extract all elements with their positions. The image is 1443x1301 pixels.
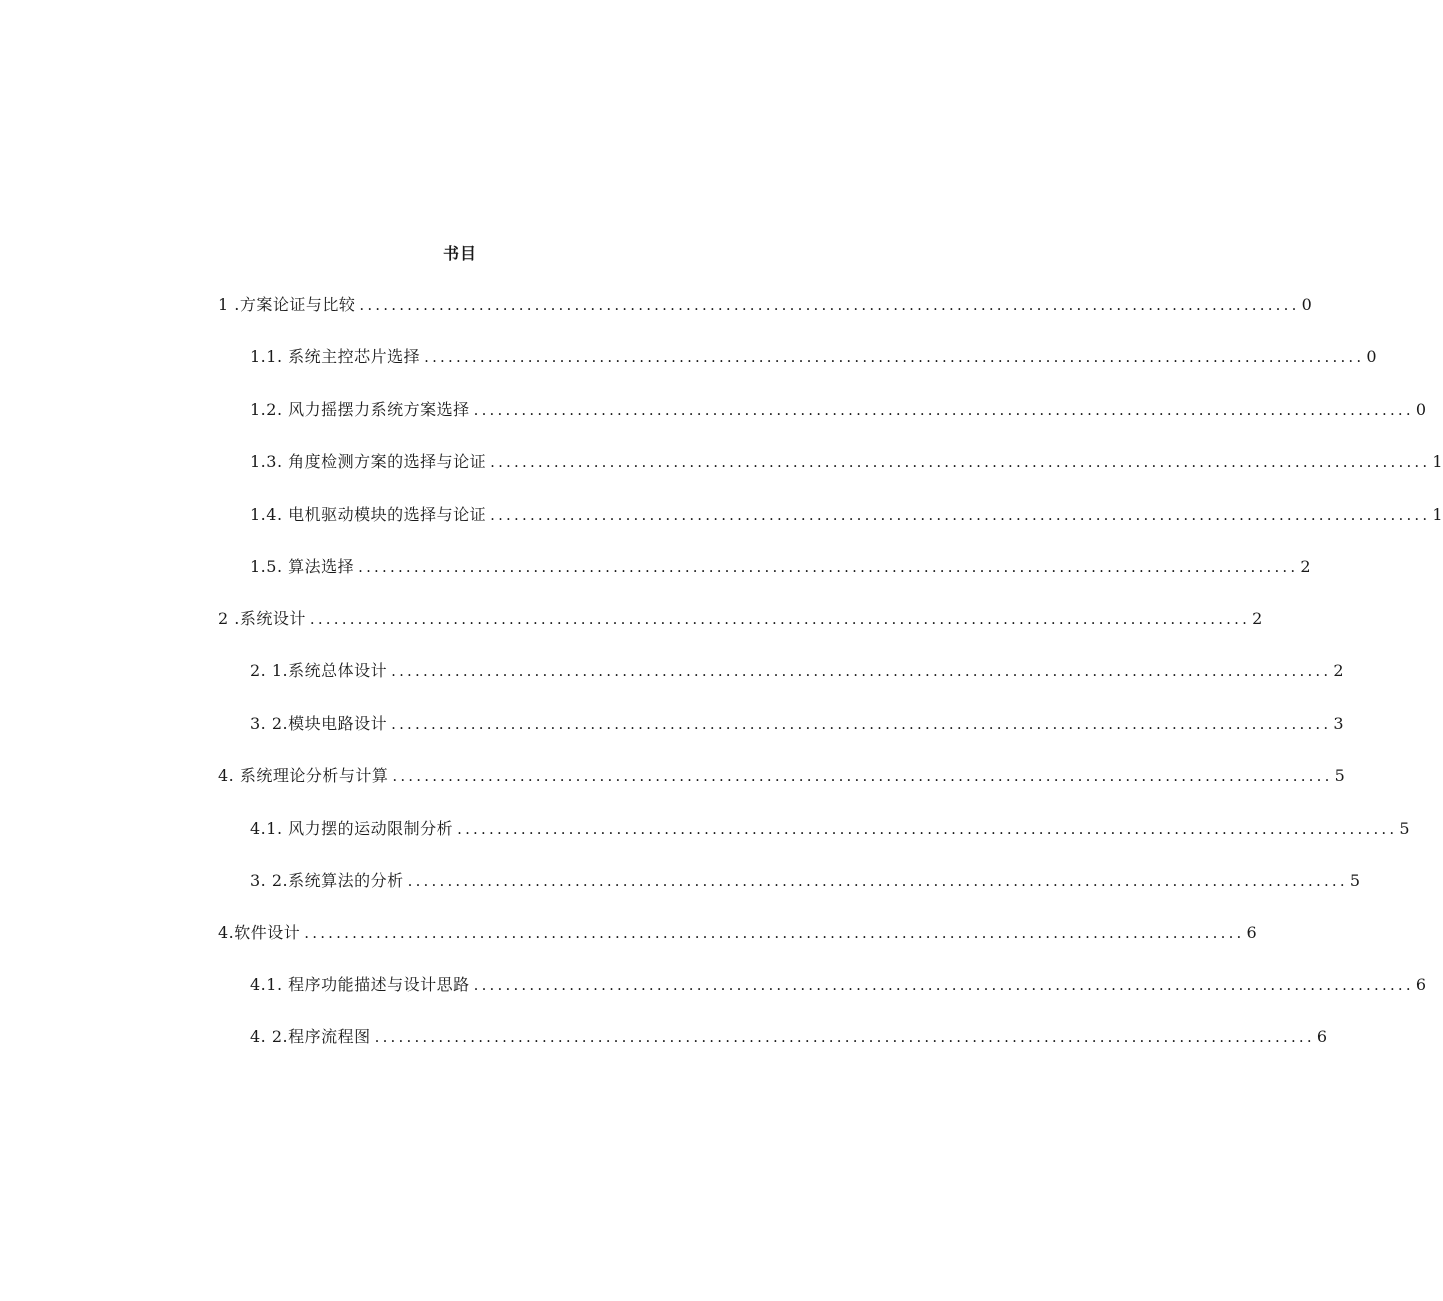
toc-entry-label: 4.1. 程序功能描述与设计思路 xyxy=(250,975,470,994)
toc-entry xyxy=(250,554,1311,580)
toc-entry xyxy=(218,606,1263,632)
toc-entry xyxy=(250,816,1410,842)
toc-entry-page: 6 xyxy=(1316,1027,1328,1046)
toc-entry-page: 2 xyxy=(1300,557,1311,576)
toc-entry xyxy=(250,658,1344,684)
toc-entry-label: 4.1. 风力摆的运动限制分析 xyxy=(250,819,454,838)
toc-entry xyxy=(250,344,1377,370)
toc-entry-label: 2. 1.系统总体设计 xyxy=(250,661,388,680)
toc-entry-page: 0 xyxy=(1366,347,1377,366)
toc-entry-label: 4. 2.程序流程图 xyxy=(250,1027,371,1046)
toc-entry-label: 2 .系统设计 xyxy=(218,609,306,628)
toc-entry-label: 1.2. 风力摇摆力系统方案选择 xyxy=(250,400,470,419)
dot-leader: ...................................................................................................................... xyxy=(490,453,1431,471)
toc-entry xyxy=(250,972,1427,998)
dot-leader: ...................................................................................................................... xyxy=(391,662,1332,680)
toc-entry-page: 5 xyxy=(1334,766,1345,785)
dot-leader: ...................................................................................................................... xyxy=(490,506,1431,524)
dot-leader: ...................................................................................................................... xyxy=(374,1028,1315,1046)
toc-entry xyxy=(218,763,1345,789)
dot-leader: ...................................................................................................................... xyxy=(473,401,1414,419)
toc-entry-label: 4. 系统理论分析与计算 xyxy=(218,766,389,785)
toc-entry xyxy=(250,449,1443,475)
toc-entry-label: 4.软件设计 xyxy=(218,923,301,942)
toc-entry-page: 2 xyxy=(1333,661,1344,680)
dot-leader: ...................................................................................................................... xyxy=(358,558,1299,576)
dot-leader: ...................................................................................................................... xyxy=(359,296,1300,314)
toc-entry-page: 2 xyxy=(1252,609,1263,628)
toc-entry-label: 1 .方案论证与比较 xyxy=(218,295,356,314)
toc-entry xyxy=(218,920,1257,946)
dot-leader: ...................................................................................................................... xyxy=(407,872,1348,890)
dot-leader: ...................................................................................................................... xyxy=(392,767,1333,785)
dot-leader: ...................................................................................................................... xyxy=(424,348,1365,366)
toc-entry-page: 1 xyxy=(1432,505,1443,524)
dot-leader: ...................................................................................................................... xyxy=(391,715,1332,733)
toc-entry xyxy=(250,1024,1328,1050)
toc-entry-label: 3. 2.系统算法的分析 xyxy=(250,871,404,890)
toc-entry xyxy=(250,502,1443,528)
toc-entry xyxy=(250,711,1344,737)
dot-leader: ...................................................................................................................... xyxy=(309,610,1251,628)
toc-entry-label: 1.4. 电机驱动模块的选择与论证 xyxy=(250,505,487,524)
toc-entry-page: 6 xyxy=(1246,923,1257,942)
toc-entry-label: 1.1. 系统主控芯片选择 xyxy=(250,347,421,366)
toc-entry-label: 3. 2.模块电路设计 xyxy=(250,714,388,733)
toc-entry-label: 1.3. 角度检测方案的选择与论证 xyxy=(250,452,487,471)
dot-leader: ...................................................................................................................... xyxy=(473,976,1414,994)
toc-entry xyxy=(250,397,1427,423)
toc-entry-page: 6 xyxy=(1415,975,1427,994)
toc-entry-page: 1 xyxy=(1432,452,1443,471)
toc-entry xyxy=(250,868,1361,894)
toc-entry-page: 0 xyxy=(1301,295,1312,314)
toc-entry-page: 3 xyxy=(1333,714,1344,733)
toc-entry-page: 5 xyxy=(1349,871,1361,890)
toc-title: 书目 xyxy=(442,244,477,263)
toc-entry-label: 1.5. 算法选择 xyxy=(250,557,355,576)
toc-entry-page: 5 xyxy=(1399,819,1410,838)
toc-entry xyxy=(218,292,1312,318)
dot-leader: ...................................................................................................................... xyxy=(304,924,1245,942)
dot-leader: ...................................................................................................................... xyxy=(457,820,1398,838)
toc-entry-page: 0 xyxy=(1415,400,1427,419)
